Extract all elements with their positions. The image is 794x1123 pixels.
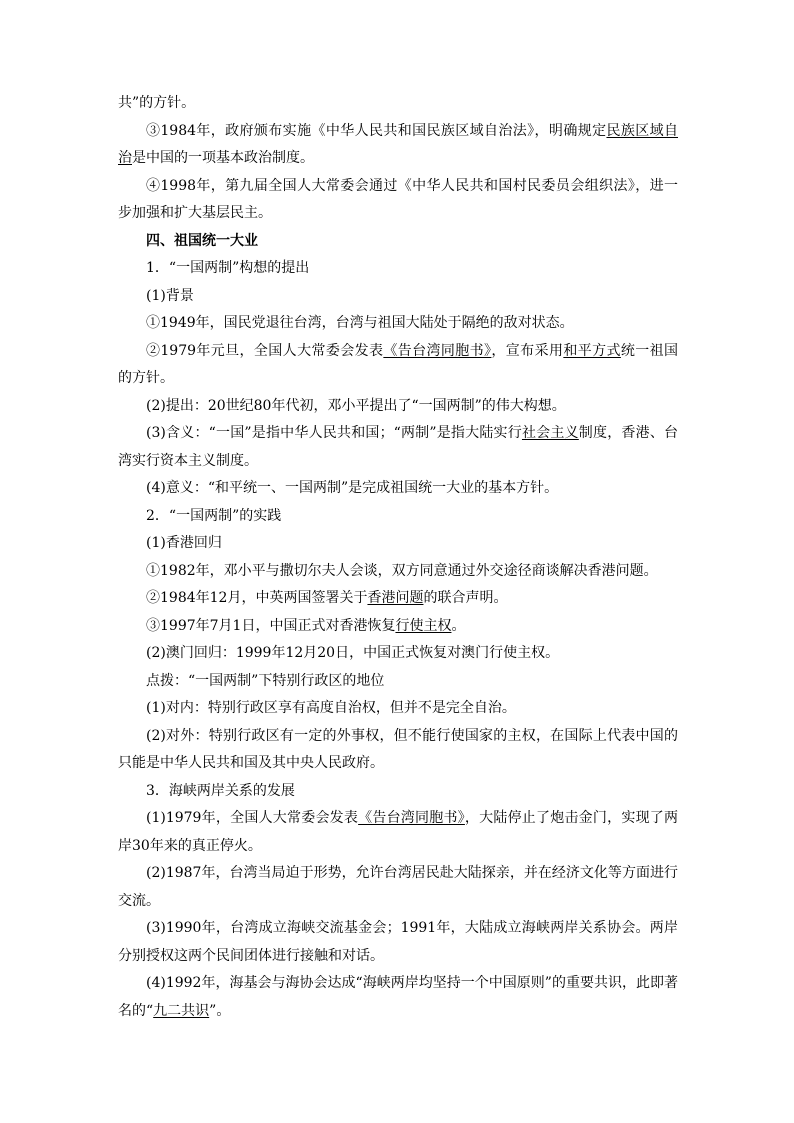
text-run: 统一祖国的方针。	[118, 342, 679, 386]
paragraph	[118, 695, 678, 723]
text-run: 点拨：“一国两制”下特别行政区的地位	[146, 672, 385, 689]
paragraph	[118, 173, 678, 228]
text-run: (2)提出：20世纪80年代初，邓小平提出了“一国两制”的伟大构想。	[146, 397, 566, 414]
underlined-term: 《告台湾同胞书》	[358, 810, 465, 826]
underlined-term: 行使主权	[395, 617, 452, 634]
paragraph	[118, 503, 678, 531]
text-run: ④1998年，第九届全国人大常委会通过《中华人民共和国村民委员会组织法》，进一步加强和扩大基层民主。	[118, 177, 678, 221]
underlined-term: 香港问题	[367, 590, 424, 606]
text-run: (1)香港回归	[146, 535, 222, 551]
paragraph	[118, 90, 678, 118]
text-run: (3)1990年，台湾成立海峡交流基金会；1991年，大陆成立海峡两岸关系协会。两岸分别授权这两个民间团体进行接触和对话。	[118, 920, 678, 964]
paragraph	[118, 668, 678, 696]
paragraph	[118, 118, 678, 173]
section-heading	[118, 228, 678, 256]
text-run: (2)1987年，台湾当局迫于形势，允许台湾居民赴大陆探亲，并在经济文化等方面进行交流。	[118, 865, 678, 909]
text-run: (1)1979年，全国人大常委会发表	[146, 810, 359, 826]
text-run: (3)含义：“一国”是指中华人民共和国；“两制”是指大陆实行	[146, 425, 522, 441]
paragraph	[118, 860, 678, 915]
paragraph	[118, 640, 678, 668]
paragraph	[118, 310, 678, 338]
paragraph	[118, 805, 678, 860]
paragraph	[118, 915, 678, 970]
paragraph	[118, 393, 678, 421]
text-run: 共”的方针。	[118, 95, 196, 111]
paragraph	[118, 778, 678, 806]
underlined-term: 社会主义	[521, 425, 579, 441]
underlined-term: 《告台湾同胞书》	[383, 342, 492, 359]
text-run: ，宣布采用	[491, 342, 564, 359]
paragraph	[118, 723, 678, 778]
paragraph	[118, 613, 678, 641]
paragraph	[118, 585, 678, 613]
text-run: ，大陆停止了炮击金门，实现了两岸30年来的真正停火。	[118, 810, 679, 854]
underlined-term: 民族区域自治	[118, 122, 678, 166]
text-run: ”。	[209, 1002, 231, 1019]
underlined-term: 和平方式	[563, 342, 621, 359]
underlined-term: 九二共识	[153, 1002, 210, 1019]
paragraph	[118, 338, 678, 393]
text-run: (1)背景	[146, 287, 194, 304]
text-run: ①1982年，邓小平与撒切尔夫人会谈，双方同意通过外交途径商谈解决香港问题。	[146, 562, 658, 579]
paragraph	[118, 970, 678, 1025]
text-run: ③1984年，政府颁布实施《中华人民共和国民族区域自治法》，明确规定	[146, 122, 607, 139]
text-run: ②1984年12月，中英两国签署关于	[146, 590, 368, 606]
paragraph	[118, 530, 678, 558]
text-run: 2．“一国两制”的实践	[146, 507, 282, 524]
paragraph	[118, 558, 678, 586]
text-run: 的联合声明。	[423, 590, 508, 606]
text-run: 四、祖国统一大业	[146, 232, 258, 249]
paragraph	[118, 420, 678, 475]
text-run: ③1997年7月1日，中国正式对香港恢复	[146, 617, 396, 634]
text-run: (4)1992年，海基会与海协会达成“海峡两岸均坚持一个中国原则”的重要共识，此即著名的“	[118, 975, 678, 1019]
text-run: (4)意义：“和平统一、一国两制”是完成祖国统一大业的基本方针。	[146, 480, 559, 496]
text-run: 1．“一国两制”构想的提出	[146, 260, 310, 276]
text-run: 制度，香港、台湾实行资本主义制度。	[118, 425, 679, 469]
text-run: 3．海峡两岸关系的发展	[146, 782, 295, 799]
text-run: 是中国的一项基本政治制度。	[132, 150, 314, 166]
document-body	[118, 90, 678, 1025]
text-run: ①1949年，国民党退往台湾，台湾与祖国大陆处于隔绝的敌对状态。	[146, 315, 574, 331]
text-run: (1)对内：特别行政区享有高度自治权，但并不是完全自治。	[146, 700, 516, 716]
text-run: (2)澳门回归：1999年12月20日，中国正式恢复对澳门行使主权。	[146, 645, 560, 661]
paragraph	[118, 475, 678, 503]
text-run: (2)对外：特别行政区有一定的外事权，但不能行使国家的主权，在国际上代表中国的只能是中华人民共和国及其中央人民政府。	[118, 727, 678, 771]
paragraph	[118, 255, 678, 283]
text-run: ②1979年元旦，全国人大常委会发表	[146, 342, 384, 359]
text-run: 。	[451, 617, 466, 634]
paragraph	[118, 283, 678, 311]
